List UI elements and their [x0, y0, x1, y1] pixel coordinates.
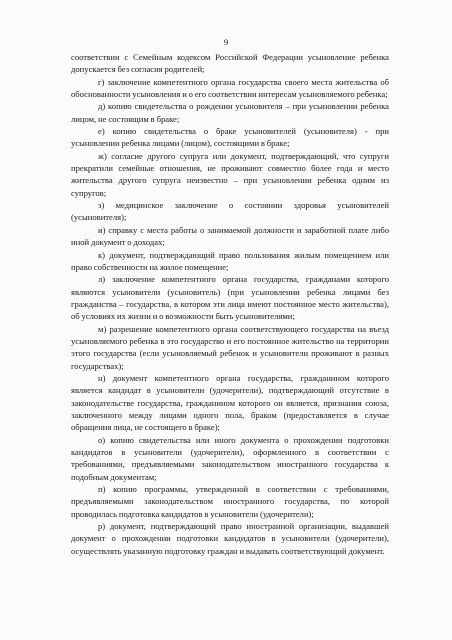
paragraph-item-z: з) медицинское заключение о состоянии здоровья усыновителей (усыновителя);	[71, 200, 389, 223]
paragraph-continuation: соответствии с Семейным кодексом Российской Федерации усыновление ребенка допускается без согласия родителей;	[71, 52, 389, 75]
paragraph-item-e: е) копию свидетельства о браке усыновителей (усыновителя) - при усыновлении ребенка лицами (лицом), состоящими в браке;	[71, 126, 389, 149]
paragraph-item-i: и) справку с места работы о занимаемой должности и заработной плате либо иной документ о доходах;	[71, 224, 389, 248]
paragraph-item-o: о) копию свидетельства или иного документа о прохождении подготовки кандидатов в усыновители (удочерители), оформленного в соответствии с требованиями, предъявляемыми законодательством иностранного государства к подобным документам;	[71, 434, 389, 482]
document-body	[71, 51, 389, 557]
paragraph-item-g: г) заключение компетентного органа государства своего места жительства об обоснованности усыновления и о его соответствии интересам усыновляемого ребенка;	[71, 76, 389, 100]
paragraph-item-l: л) заключение компетентного органа государства, гражданами которого являются усыновители (усыновитель) (при усыновлении ребенка лицами без гражданства – государства, в котором эти лица имеют постоянное место жительства), об условиях их жизни и о возможности быть усыновителями;	[71, 274, 389, 322]
paragraph-item-r: р) документ, подтверждающий право иностранной организации, выдавшей документ о прохождении подготовки кандидатов в усыновители (удочерители), осуществлять указанную подготовку граждан и выдавать соответствующий документ.	[71, 521, 389, 556]
paragraph-item-n: н) документ компетентного органа государства, гражданином которого является кандидат в усыновители (удочерители), подтверждающий отсутствие в законодательстве государства, гражданином которого он является, признания союза, заключенного между лицами одного пола, браком (предоставляется в случае обращения лица, не состоящего в браке);	[71, 372, 389, 433]
paragraph-item-k: к) документ, подтверждающий право пользования жилым помещением или право собственности на жилое помещение;	[71, 249, 389, 272]
paragraph-item-p: п) копию программы, утвержденной в соответствии с требованиями, предъявляемыми законодательством иностранного государства, по которой проводилась подготовка кандидатов в усыновители (удочерители);	[71, 484, 389, 519]
paragraph-item-m: м) разрешение компетентного органа соответствующего государства на въезд усыновляемого ребенка в это государство и его постоянное жительство на территории этого государства (если усыновляемый ребенок и усыновители проживают в разных государствах);	[71, 323, 389, 371]
paragraph-item-d: д) копию свидетельства о рождении усыновителя – при усыновлении ребенка лицом, не состоящим в браке;	[71, 101, 389, 124]
paragraph-item-zh: ж) согласие другого супруга или документ, подтверждающий, что супруги прекратили семейные отношения, не проживают совместно более года и место жительства другого супруга неизвестно – при усыновлении ребенка одним из супругов;	[71, 150, 389, 198]
page-number: 9	[223, 37, 229, 47]
